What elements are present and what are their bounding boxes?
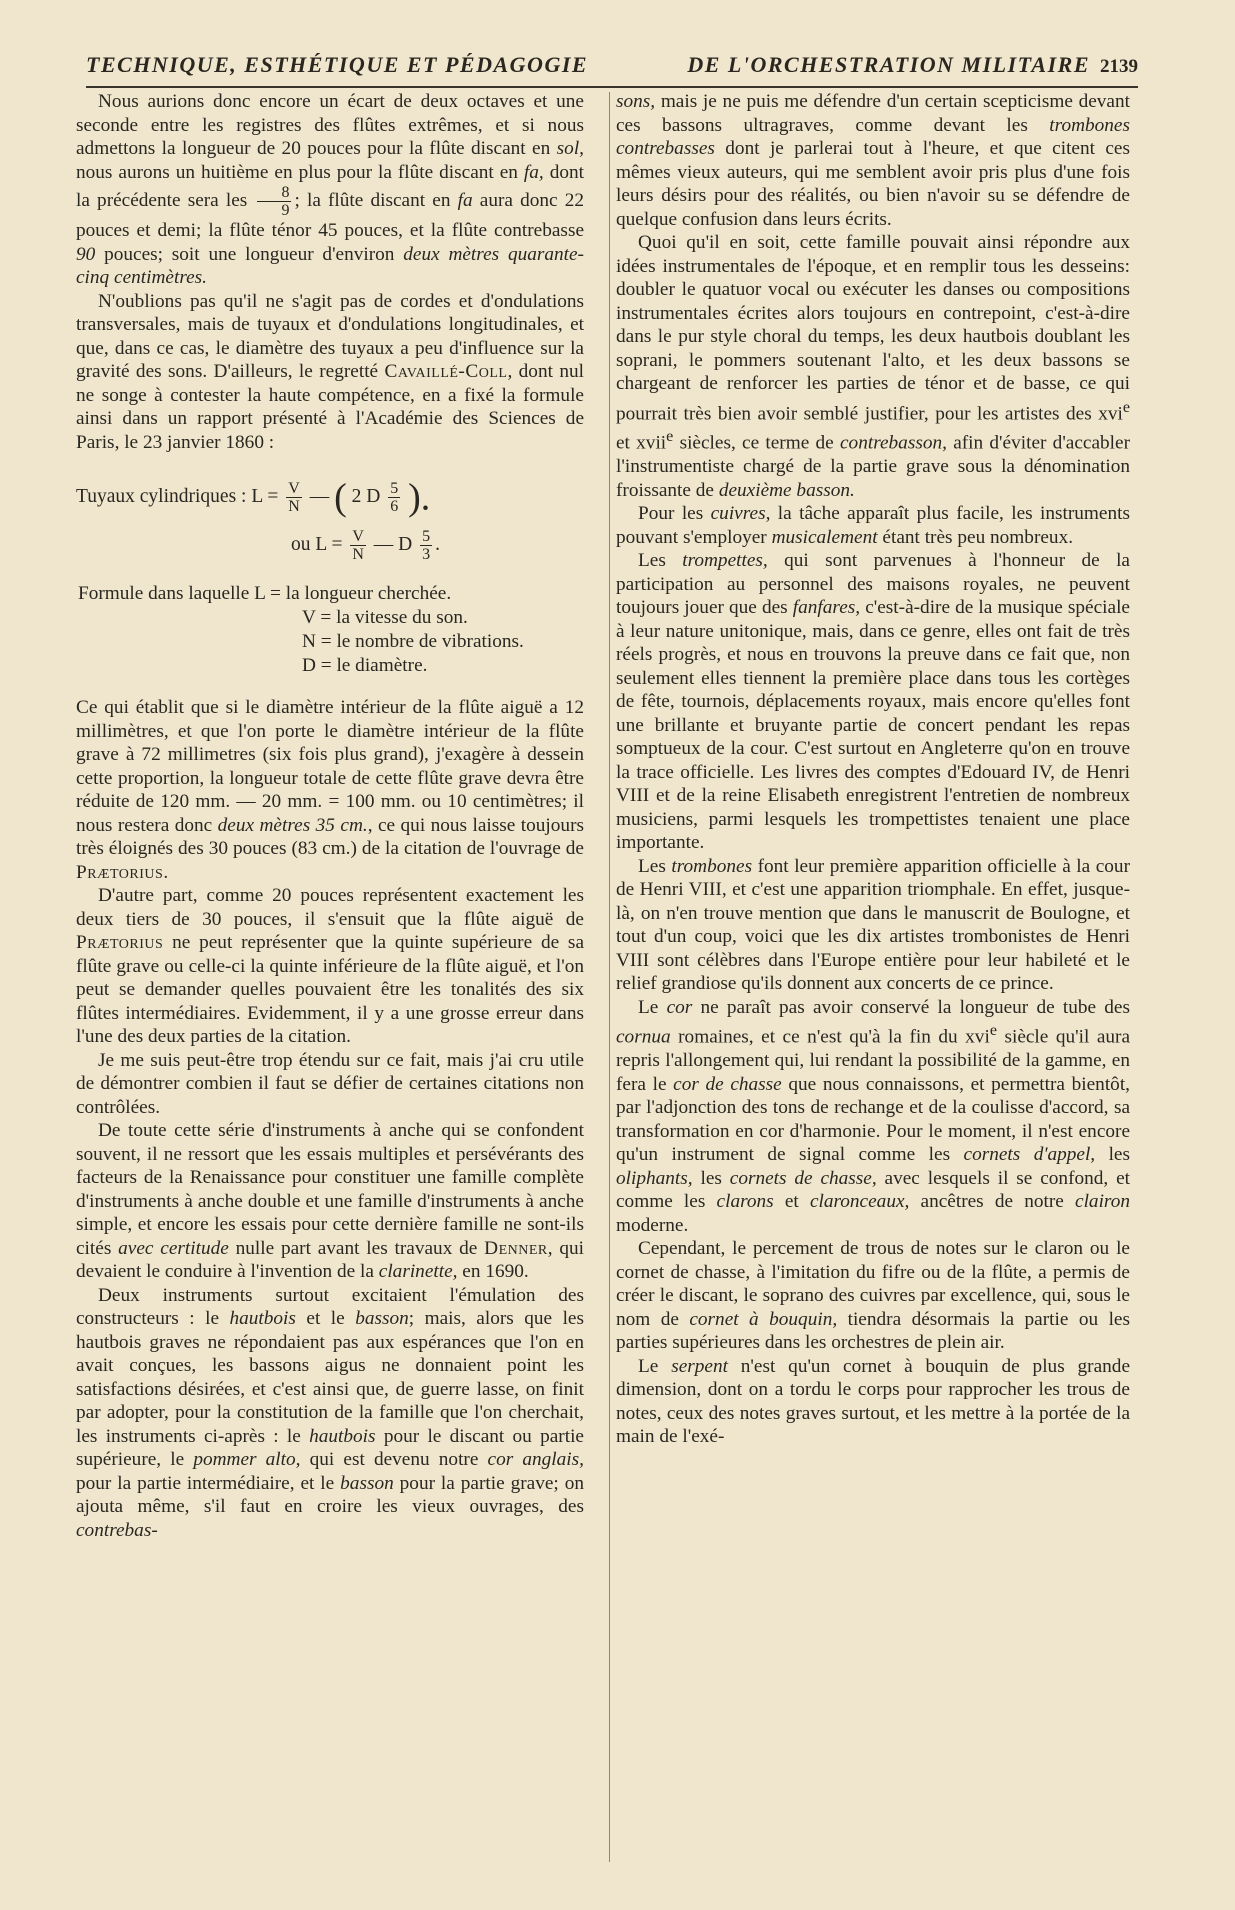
formula-line-2 bbox=[291, 528, 440, 563]
text-run: . bbox=[163, 861, 169, 883]
paragraph bbox=[616, 1237, 1130, 1355]
paragraph bbox=[76, 1119, 584, 1284]
italic-run: contrebasson, bbox=[840, 432, 947, 454]
fraction-denominator: 9 bbox=[281, 202, 290, 219]
text-run: pour la partie intermédiaire, et le bbox=[76, 1472, 341, 1494]
paragraph bbox=[616, 855, 1130, 996]
text-run: mais je ne puis me défendre d'un certain scepticisme devant ces bassons ultragraves, comme devant les bbox=[616, 91, 1130, 136]
text-run: siècle qu'il aura repris l'allongement qui, lui rendant la possibilité de la gamme, en fera le bbox=[616, 1026, 1131, 1095]
text-run: pouces; soit une longueur d'environ bbox=[95, 243, 404, 265]
formula-label: Tuyaux cylindriques : L = bbox=[76, 485, 279, 507]
formula-term: D bbox=[398, 533, 413, 555]
formula-label: ou L = bbox=[291, 533, 343, 555]
small-caps-name: Prætorius bbox=[76, 932, 164, 953]
small-caps-name: Denner bbox=[484, 1237, 548, 1259]
definition-line: D = le diamètre. bbox=[302, 655, 428, 676]
fraction bbox=[350, 528, 366, 563]
paragraph bbox=[616, 90, 1130, 231]
text-run: Quoi qu'il en soit, cette famille pouvait ainsi répondre aux idées instrumentales de l'époque, et en remplir tous les desseins: doubler le quatuor vocal ou exécuter les danses ou compositions instrumentales écrites alors toujours en contrepoint, c'est-à-dire dans le pur style choral du temps, les deux hautbois doublant les soprani, le pommers soutenant l'alto, et les deux bassons se chargeant de renforcer les parties de ténor et de basse, ce qui pourrait très bien avoir semblé justifier, pour les artistes des xvi bbox=[616, 232, 1130, 424]
definition-line: V = la vitesse du son. bbox=[302, 607, 468, 628]
formula-operator: — bbox=[373, 533, 394, 555]
formula-term: 2 D bbox=[351, 485, 381, 507]
fraction-denominator: N bbox=[352, 546, 364, 563]
text-run: dont je parlerai tout à l'heure, et que citent ces mêmes vieux auteurs, qui me semblent avoir pris plus d'une fois leurs désirs pour des réalités, ou bien n'avoir su se défendre de quelque confusion dans leurs écrits. bbox=[616, 138, 1130, 230]
fraction-numerator: V bbox=[288, 480, 300, 497]
running-title-right bbox=[687, 52, 1138, 78]
fraction-numerator: 5 bbox=[422, 528, 431, 545]
paragraph bbox=[76, 884, 584, 1049]
text-run: et xvii bbox=[616, 432, 667, 454]
italic-run: cuivres, bbox=[710, 503, 771, 525]
left-column bbox=[76, 90, 584, 1542]
text-run: Les bbox=[638, 550, 683, 572]
italic-run: sol, bbox=[556, 138, 584, 159]
text-run: la tâche apparaît plus facile, les instruments pouvant s'employer bbox=[616, 503, 1130, 548]
paragraph bbox=[616, 502, 1130, 549]
fraction bbox=[257, 184, 291, 219]
superscript: e bbox=[989, 1022, 997, 1040]
italic-run: oliphants, bbox=[616, 1167, 693, 1189]
paragraph bbox=[616, 231, 1130, 502]
paragraph bbox=[76, 90, 584, 290]
italic-run: trombones contrebasses bbox=[616, 114, 1130, 159]
fraction-denominator: 3 bbox=[422, 546, 431, 563]
superscript: e bbox=[666, 428, 674, 446]
text-run: et bbox=[773, 1191, 810, 1213]
definition-line: N = le nombre de vibrations. bbox=[302, 631, 524, 652]
superscript: e bbox=[1122, 398, 1130, 416]
text-run: les bbox=[692, 1167, 730, 1189]
text-run: et le bbox=[295, 1308, 356, 1329]
paragraph: Je me suis peut-être trop étendu sur ce fait, mais j'ai cru utile de démontrer combien il faut se défier de certaines citations non contrôlées. bbox=[76, 1049, 584, 1118]
italic-run: cornets d'appel, bbox=[963, 1144, 1096, 1166]
formula-end: . bbox=[435, 533, 440, 555]
text-run: ancêtres de notre bbox=[909, 1191, 1076, 1213]
formula-paren: ). bbox=[408, 476, 431, 519]
text-run: afin d'éviter d'accabler l'instrumentiste chargé de la partie grave sous la dénomination froissante de bbox=[616, 432, 1130, 501]
text-run: Pour les bbox=[638, 503, 711, 525]
italic-run: avec certitude bbox=[118, 1237, 229, 1259]
text-run: , ce qui nous laisse toujours très éloignés des 30 pouces (83 cm.) de la citation de l'ouvrage de bbox=[76, 814, 584, 859]
italic-run: clarinette, bbox=[378, 1261, 458, 1282]
italic-run: basson bbox=[355, 1308, 409, 1329]
formula-operator: — bbox=[309, 485, 330, 507]
running-title-left: TECHNIQUE, ESTHÉTIQUE ET PÉDAGOGIE bbox=[86, 52, 589, 77]
italic-run: deux mètres quarante-cinq centimètres. bbox=[76, 243, 584, 288]
text-run: ; mais, alors que les hautbois graves ne répondaient pas aux espérances que l'on en avait conçues, les bassons aigus ne donnaient point les satisfactions désirées, et c'est ainsi que, de guerre lasse, on finit par adopter, pour la constitution de la famille que l'on cherchait, les instruments ci-après : le bbox=[76, 1308, 584, 1447]
small-caps-name: Cavaillé-Coll bbox=[384, 361, 508, 382]
fraction-numerator: 5 bbox=[390, 480, 399, 497]
italic-run: serpent bbox=[671, 1355, 728, 1377]
italic-run: clarons bbox=[716, 1191, 774, 1213]
fraction bbox=[420, 528, 432, 563]
formula-line-1 bbox=[76, 476, 431, 519]
fraction bbox=[388, 480, 400, 515]
text-run: tiendra désormais la partie ou les parties supérieures dans les orchestres de plein air. bbox=[616, 1308, 1130, 1354]
italic-run: trompettes, bbox=[682, 550, 768, 572]
formula-definitions bbox=[76, 582, 584, 678]
italic-run: fanfares, bbox=[792, 597, 861, 619]
text-run: N'oublions pas qu'il ne s'agit pas de cordes et d'ondulations transversales, mais de tuyaux et d'ondulations longitudinales, et que, dans ce cas, le diamètre des tuyaux a peu d'influence sur la gravité des sons. D'ailleurs, le regretté bbox=[76, 290, 584, 382]
text-run: c'est-à-dire de la musique spéciale à leur nature unitonique, mais, dans ce genre, elles ont fait de très réels progrès, et nous en trouvons la preuve dans ce fait que, non seulement elles tiennent la première place dans tous les cortèges de fête, tournois, déplacements royaux, mais encore qu'elles font une brillante et bruyante partie de concert pendant les repas somptueux de la cour. C'est surtout en Angleterre qu'on en trouve la trace officielle. Les livres des comptes d'Edouard IV, de Henri VIII et de la reine Elisabeth enregistrent l'entretien de nombreux musiciens, parmi lesquels les trompettistes tenaient une place importante. bbox=[616, 597, 1130, 854]
italic-run: trombones bbox=[671, 855, 753, 877]
fraction-numerator: 8 bbox=[257, 184, 291, 202]
text-run: qui sont parvenues à l'honneur de la participation au personnel des maisons royales, ne peuvent toujours jouer que des bbox=[616, 550, 1130, 619]
italic-run: fa, bbox=[523, 161, 544, 183]
text-run: D'autre part, comme 20 pouces représentent exactement les deux tiers de 30 pouces, il s'ensuit que la flûte aiguë de bbox=[76, 885, 584, 930]
text-run: qui est devenu notre bbox=[300, 1449, 488, 1470]
text-run: nulle part avant les travaux de bbox=[228, 1237, 485, 1259]
italic-run: sons, bbox=[616, 91, 656, 112]
fraction-numerator: V bbox=[352, 528, 364, 545]
running-header bbox=[86, 50, 1138, 88]
text-run: pour la partie grave; on ajouta même, s'il faut en croire les vieux ouvrages, des bbox=[76, 1472, 584, 1517]
paragraph bbox=[616, 549, 1130, 855]
text-run: les bbox=[1095, 1144, 1130, 1166]
paragraph bbox=[616, 1355, 1130, 1449]
italic-run: cor de chasse bbox=[673, 1073, 782, 1095]
text-run: que nous connaissons, et permettra bientôt, par l'adjonction des tons de rechange et de la coulisse d'accord, sa transformation en cor d'harmonie. Pour le moment, il n'est encore qu'un instrument de signal comme les bbox=[616, 1073, 1130, 1166]
italic-run: cor anglais, bbox=[487, 1449, 584, 1470]
italic-run: musicalement bbox=[771, 526, 878, 548]
column-divider bbox=[609, 92, 610, 1862]
italic-run: cornets de chasse, bbox=[729, 1167, 877, 1189]
text-run: ; la flûte discant en bbox=[294, 189, 458, 211]
small-caps-name: Prætorius bbox=[76, 861, 164, 883]
text-run: pour le discant ou partie supérieure, le bbox=[76, 1425, 584, 1470]
italic-run: 90 bbox=[76, 243, 96, 265]
text-run: n'est qu'un cornet à bouquin de plus grande dimension, dont on a tordu le corps pour rapprocher les trous de notes, ceux des notes graves surtout, et les mettre à la portée de la main de l'exé- bbox=[616, 1355, 1130, 1448]
fraction bbox=[286, 480, 302, 515]
paragraph bbox=[616, 996, 1130, 1237]
running-title-right-text: DE L'ORCHESTRATION MILITAIRE bbox=[687, 52, 1090, 77]
paragraph bbox=[76, 290, 584, 455]
text-run: ne paraît pas avoir conservé la longueur de tube des bbox=[692, 996, 1130, 1018]
italic-run: basson bbox=[340, 1472, 394, 1494]
italic-run: contrebas- bbox=[76, 1519, 158, 1541]
text-run: Nous aurions donc encore un écart de deux octaves et une seconde entre les registres des flûtes extrêmes, et si nous admettons la longueur de 20 pouces pour la flûte discant en bbox=[76, 91, 584, 159]
text-run: en 1690. bbox=[457, 1261, 529, 1282]
italic-run: pommer alto, bbox=[193, 1449, 301, 1470]
paragraph bbox=[76, 1284, 584, 1543]
text-run: Le bbox=[638, 1355, 672, 1377]
italic-run: deuxième basson. bbox=[718, 479, 855, 501]
right-column bbox=[616, 90, 1130, 1449]
text-run: avec lesquels il se confond, et comme les bbox=[616, 1167, 1131, 1213]
italic-run: hautbois bbox=[309, 1425, 376, 1447]
italic-run: clairon bbox=[1075, 1191, 1130, 1213]
text-run: étant très peu nombreux. bbox=[877, 526, 1074, 548]
italic-run: cor bbox=[666, 996, 693, 1018]
text-run: Cependant, le percement de trous de notes sur le claron ou le cornet de chasse, à l'imitation du fifre ou de la flûte, a permis de créer le discant, le soprano des cuivres par excellence, qui, sous le nom de bbox=[616, 1238, 1130, 1330]
text-run: , dont nul ne songe à contester la haute compétence, en a fixé la formule ainsi dans un rapport présenté à l'Académie des Sciences de Paris, le 23 janvier 1860 : bbox=[76, 361, 584, 453]
text-run: , qui devaient le conduire à l'invention de la bbox=[76, 1237, 584, 1282]
definition-line: Formule dans laquelle L = la longueur cherchée. bbox=[78, 583, 452, 604]
text-run: Le bbox=[638, 996, 667, 1018]
text-run: aura donc 22 pouces et demi; la flûte ténor 45 pouces, et la flûte contrebasse bbox=[76, 189, 584, 241]
italic-run: hautbois bbox=[229, 1308, 296, 1329]
text-run: nous aurons un huitième en plus pour la flûte discant en bbox=[76, 161, 524, 183]
italic-run: cornua bbox=[616, 1026, 671, 1048]
italic-run: cornet à bouquin, bbox=[689, 1308, 838, 1330]
italic-run: fa bbox=[457, 189, 473, 211]
text-run: De toute cette série d'instruments à anche qui se confondent souvent, il ne ressort que les essais multiples et persévérants des facteurs de la Renaissance pour constituer une famille complète d'instruments à anche double et une famille d'instruments à anche simple, et encore les essais pour cette dernière famille ne sont-ils cités bbox=[76, 1120, 584, 1259]
text-run: ne peut représenter que la quinte supérieure de sa flûte grave ou celle-ci la quinte inférieure de la flûte aiguë, et l'on peut se demander quelles pouvaient être les tonalités des six flûtes intermédiaires. Evidemment, il y a une grosse erreur dans l'une des deux parties de la citation. bbox=[76, 932, 584, 1047]
text-run: moderne. bbox=[616, 1214, 689, 1236]
fraction-denominator: N bbox=[288, 498, 300, 515]
text-run: font leur première apparition officielle à la cour de Henri VIII, et c'est une apparition triomphale. En effet, jusque-là, on n'en trouve mention que dans le manuscrit de Boulogne, et tout d'un coup, voici que les dix artistes trombonistes de Henri VIII sont célèbres dans l'Europe entière pour leur habileté et le relief grandiose qu'ils donnent aux concerts de ce prince. bbox=[616, 855, 1130, 995]
italic-run: deux mètres 35 cm. bbox=[217, 814, 368, 836]
paragraph bbox=[76, 696, 584, 884]
text-run: siècles, ce terme de bbox=[673, 432, 840, 454]
text-run: Les bbox=[638, 855, 672, 877]
text-run: Deux instruments surtout excitaient l'émulation des constructeurs : le bbox=[76, 1284, 584, 1329]
formula bbox=[76, 466, 584, 576]
italic-run: claronceaux, bbox=[809, 1191, 910, 1213]
text-run: Ce qui établit que si le diamètre intérieur de la flûte aiguë a 12 millimètres, et que l'on porte le diamètre intérieur de la flûte grave à 72 millimetres (six fois plus grand), j'exagère à dessein cette proportion, la longueur totale de cette flûte grave devra être réduite de 120 mm. — 20 mm. = 100 mm. ou 10 centimètres; il nous restera donc bbox=[76, 697, 584, 836]
text-run: romaines, et ce n'est qu'à la fin du xvi bbox=[670, 1026, 990, 1048]
page-number: 2139 bbox=[1100, 56, 1138, 77]
formula-paren: ( bbox=[334, 476, 347, 519]
text-run: dont la précédente sera les bbox=[76, 161, 584, 211]
fraction-denominator: 6 bbox=[390, 498, 399, 515]
